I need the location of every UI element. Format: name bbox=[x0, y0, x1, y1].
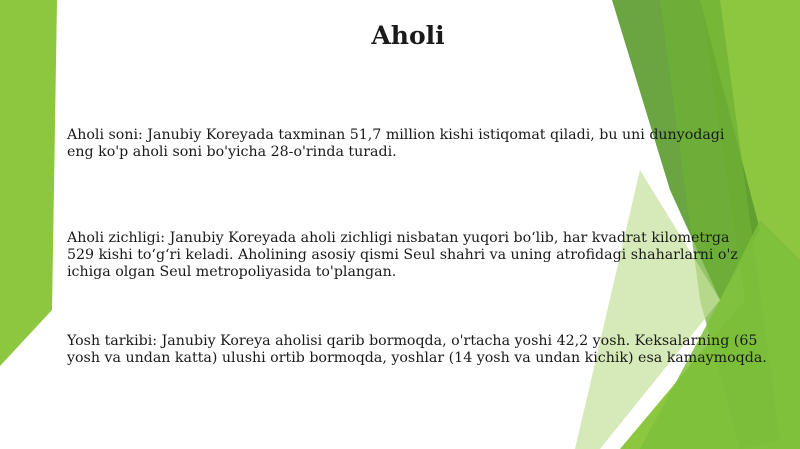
paragraph-age-structure: Yosh tarkibi: Janubiy Koreya aholisi qarib bormoqda, o'rtacha yoshi 42,2 yosh. Keksalarning (65 yosh va undan katta) ulushi ortib bormoqda, yoshlar (14 yosh va undan kichik) esa kamaymoqda. bbox=[67, 333, 767, 366]
paragraph-population-count: Aholi soni: Janubiy Koreyada taxminan 51,7 million kishi istiqomat qiladi, bu uni dunyodagi eng ko'p aholi soni bo'yicha 28-o'rinda turadi. bbox=[67, 127, 725, 160]
slide-title: Aholi bbox=[371, 21, 445, 50]
paragraph-population-density: Aholi zichligi: Janubiy Koreyada aholi zichligi nisbatan yuqori bo‘lib, har kvadrat kilometrga 529 kishi to‘g‘ri keladi. Aholining asosiy qismi Seul shahri va uning atrofidagi shaharlarni o'z ichiga olgan Seul metropoliyasida to'plangan. bbox=[67, 230, 738, 280]
left-green-stripe bbox=[0, 0, 57, 366]
